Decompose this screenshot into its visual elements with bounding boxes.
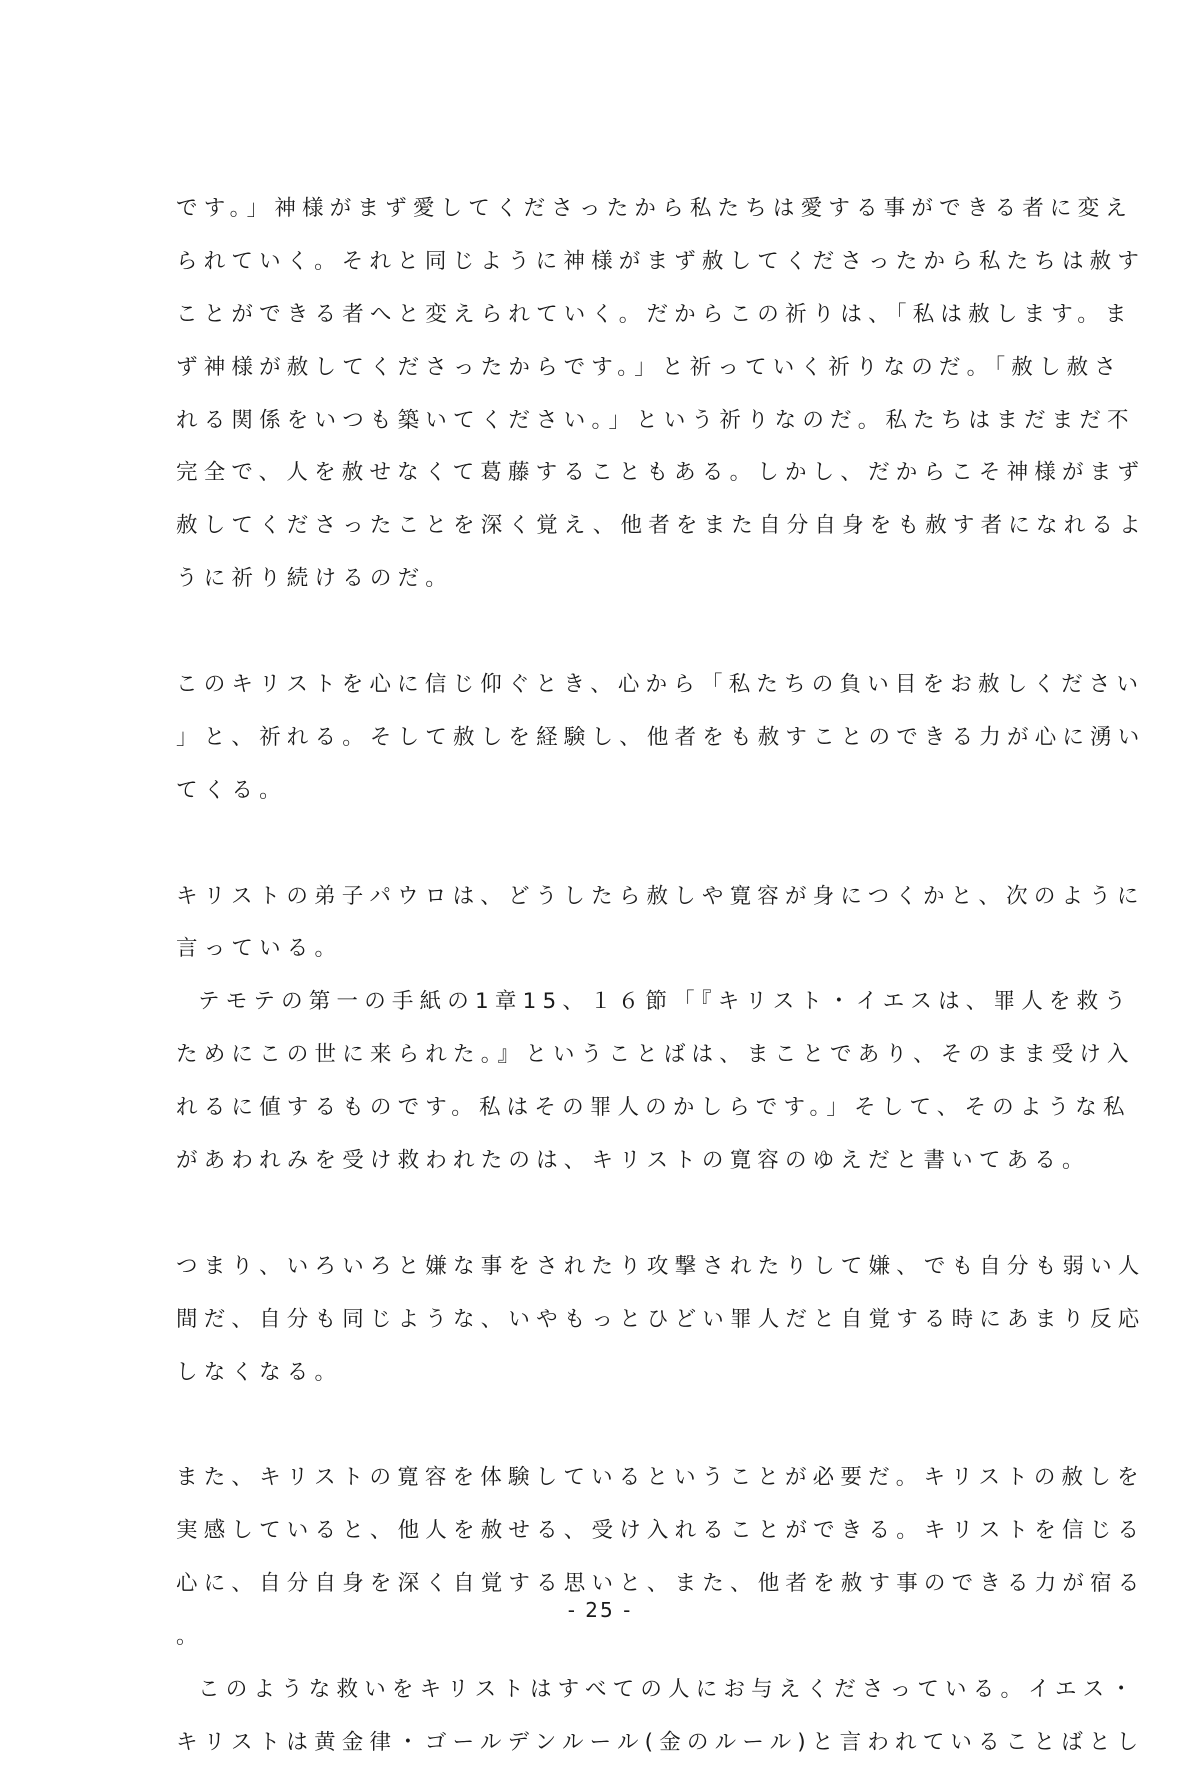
text-line: しなくなる。 — [176, 1359, 343, 1385]
text-line: また、キリストの寛容を体験しているということが必要だ。キリストの赦しを — [176, 1465, 1145, 1491]
paragraph-gap — [176, 1195, 1026, 1248]
body-text — [176, 190, 1147, 1777]
text-line: られていく。それと同じように神様がまず赦してくださったから私たちは赦す — [176, 248, 1146, 274]
text-line: 赦してくださったことを深く覚え、他者をまた自分自身をも赦す者になれるよ — [176, 513, 1147, 539]
text-line: ず神様が赦してくださったからです。」と祈っていく祈りなのだ。「赦し赦さ — [176, 354, 1123, 380]
text-line: 」と、祈れる。そして赦しを経験し、他者をも赦すことのできる力が心に湧い — [176, 724, 1146, 750]
paragraph-gap — [176, 825, 1026, 878]
text-line: つまり、いろいろと嫌な事をされたり攻撃されたりして嫌、でも自分も弱い人 — [176, 1253, 1146, 1279]
paragraph-gap — [176, 1406, 1026, 1459]
text-line: ことができる者へと変えられていく。だからこの祈りは、「私は赦します。ま — [176, 301, 1133, 327]
text-line: 実感していると、他人を赦せる、受け入れることができる。キリストを信じる — [176, 1518, 1146, 1544]
text-line: 完全で、人を赦せなくて葛藤することもある。しかし、だからこそ神様がまず — [176, 460, 1146, 486]
text-line: 心に、自分自身を深く自覚する思いと、また、他者を赦す事のできる力が宿る — [176, 1571, 1146, 1597]
text-line: があわれみを受け救われたのは、キリストの寛容のゆえだと書いてある。 — [176, 1148, 1090, 1174]
text-line: 間だ、自分も同じような、いやもっとひどい罪人だと自覚する時にあまり反応 — [176, 1306, 1146, 1332]
text-line: うに祈り続けるのだ。 — [176, 566, 454, 592]
text-line: キリストは黄金律・ゴールデンルール(金のルール)と言われていることばとし — [176, 1729, 1145, 1755]
text-line: キリストの弟子パウロは、どうしたら赦しや寛容が身につくかと、次のように — [176, 883, 1145, 909]
text-line: 。 — [176, 1624, 204, 1650]
text-line: 言っている。 — [176, 936, 343, 962]
text-line: このような救いをキリストはすべての人にお与えくださっている。イエス・ — [198, 1676, 1139, 1702]
paragraph-gap — [176, 613, 1026, 666]
page-number: - 25 - — [567, 1598, 633, 1622]
text-line: れるに値するものです。私はその罪人のかしらです。」そして、そのような私 — [176, 1095, 1131, 1121]
text-line: です。」神様がまず愛してくださったから私たちは愛する事ができる者に変え — [176, 196, 1134, 221]
text-line: てくる。 — [176, 777, 287, 803]
text-line: このキリストを心に信じ仰ぐとき、心から「私たちの負い目をお赦しください — [176, 672, 1145, 698]
text-line: ためにこの世に来られた。』ということばは、まことであり、そのまま受け入 — [176, 1042, 1135, 1068]
text-line: れる関係をいつも築いてください。」という祈りなのだ。私たちはまだまだ不 — [176, 407, 1135, 433]
text-line: テモテの第一の手紙の1章15、１６節「『キリスト・イエスは、罪人を救う — [198, 989, 1133, 1015]
